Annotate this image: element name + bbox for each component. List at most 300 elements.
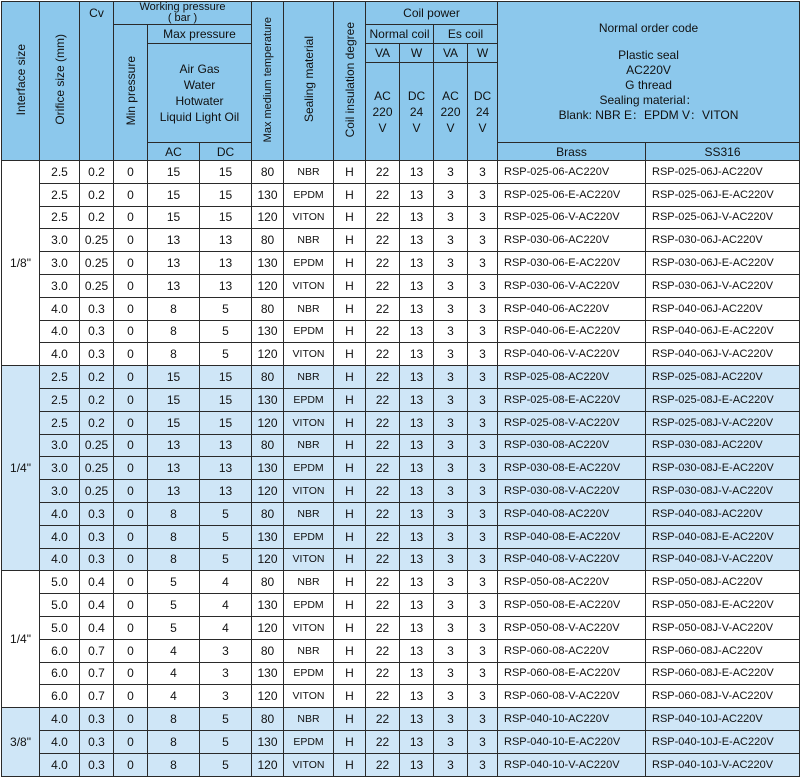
- cell-normal-va: 22: [366, 525, 400, 548]
- cell-orifice-size: 5.0: [40, 616, 80, 639]
- cell-max-pressure-ac: 8: [148, 708, 200, 731]
- cell-sealing-material: VITON: [284, 411, 334, 434]
- cell-insulation: H: [334, 594, 366, 617]
- cell-max-pressure-dc: 3: [200, 639, 252, 662]
- cell-insulation: H: [334, 411, 366, 434]
- cell-max-temp: 120: [252, 343, 284, 366]
- cell-sealing-material: EPDM: [284, 252, 334, 275]
- cell-sealing-material: EPDM: [284, 525, 334, 548]
- cell-ss316-code: RSP-040-10J-AC220V: [646, 708, 800, 731]
- table-row: [2, 685, 800, 708]
- header-brass: Brass: [498, 143, 646, 161]
- cell-insulation: H: [334, 274, 366, 297]
- cell-es-va: 3: [434, 183, 468, 206]
- cell-ss316-code: RSP-040-06J-V-AC220V: [646, 343, 800, 366]
- cell-max-temp: 80: [252, 434, 284, 457]
- cell-min-pressure: 0: [114, 161, 148, 184]
- table-row: [2, 548, 800, 571]
- cell-ss316-code: RSP-025-08J-E-AC220V: [646, 388, 800, 411]
- header-va-normal: VA: [366, 44, 400, 63]
- spec-table: [1, 1, 800, 777]
- cell-es-va: 3: [434, 229, 468, 252]
- cell-ss316-code: RSP-025-06J-V-AC220V: [646, 206, 800, 229]
- cell-es-va: 3: [434, 639, 468, 662]
- cell-max-pressure-dc: 5: [200, 525, 252, 548]
- cell-brass-code: RSP-030-08-E-AC220V: [498, 457, 646, 480]
- cell-normal-va: 22: [366, 548, 400, 571]
- cell-ss316-code: RSP-030-06J-V-AC220V: [646, 274, 800, 297]
- cell-orifice-size: 4.0: [40, 525, 80, 548]
- cell-orifice-size: 2.5: [40, 161, 80, 184]
- cell-cv: 0.3: [80, 548, 114, 571]
- cell-normal-w: 13: [400, 457, 434, 480]
- cell-insulation: H: [334, 457, 366, 480]
- cell-max-pressure-dc: 15: [200, 388, 252, 411]
- table-row: [2, 366, 800, 389]
- header-sealing-material: Sealing material: [284, 2, 334, 161]
- cell-normal-w: 13: [400, 297, 434, 320]
- cell-min-pressure: 0: [114, 662, 148, 685]
- header-interface-size: Interface size: [2, 2, 40, 161]
- cell-min-pressure: 0: [114, 594, 148, 617]
- cell-max-pressure-dc: 5: [200, 297, 252, 320]
- cell-cv: 0.7: [80, 639, 114, 662]
- cell-es-w: 3: [468, 434, 498, 457]
- cell-cv: 0.3: [80, 502, 114, 525]
- cell-orifice-size: 3.0: [40, 229, 80, 252]
- cell-max-pressure-dc: 15: [200, 366, 252, 389]
- header-coil-insulation: Coil insulation degree: [334, 2, 366, 161]
- cell-cv: 0.7: [80, 685, 114, 708]
- cell-insulation: H: [334, 388, 366, 411]
- cell-ss316-code: RSP-040-08J-AC220V: [646, 502, 800, 525]
- cell-es-va: 3: [434, 662, 468, 685]
- cell-normal-va: 22: [366, 252, 400, 275]
- header-min-pressure: Min pressure: [114, 25, 148, 161]
- table-row: [2, 730, 800, 753]
- cell-max-pressure-dc: 15: [200, 411, 252, 434]
- cell-ss316-code: RSP-040-10J-V-AC220V: [646, 753, 800, 776]
- cell-max-pressure-ac: 15: [148, 388, 200, 411]
- header-orifice-size: Orifice size (mm): [40, 2, 80, 161]
- header-coil-power: Coil power: [366, 2, 498, 25]
- cell-max-pressure-dc: 5: [200, 343, 252, 366]
- cell-normal-va: 22: [366, 343, 400, 366]
- cell-max-pressure-ac: 13: [148, 457, 200, 480]
- cell-normal-w: 13: [400, 388, 434, 411]
- cell-ss316-code: RSP-040-08J-E-AC220V: [646, 525, 800, 548]
- cell-orifice-size: 4.0: [40, 320, 80, 343]
- cell-cv: 0.3: [80, 753, 114, 776]
- cell-cv: 0.3: [80, 708, 114, 731]
- cell-max-pressure-dc: 13: [200, 434, 252, 457]
- cell-normal-va: 22: [366, 730, 400, 753]
- cell-ss316-code: RSP-025-08J-AC220V: [646, 366, 800, 389]
- cell-insulation: H: [334, 502, 366, 525]
- cell-brass-code: RSP-040-08-AC220V: [498, 502, 646, 525]
- cell-normal-w: 13: [400, 343, 434, 366]
- cell-insulation: H: [334, 730, 366, 753]
- table-row: [2, 639, 800, 662]
- cell-es-va: 3: [434, 730, 468, 753]
- cell-normal-va: 22: [366, 183, 400, 206]
- cell-max-temp: 80: [252, 708, 284, 731]
- cell-cv: 0.25: [80, 252, 114, 275]
- cell-cv: 0.25: [80, 457, 114, 480]
- cell-max-pressure-dc: 13: [200, 229, 252, 252]
- table-row: [2, 206, 800, 229]
- cell-ss316-code: RSP-040-10J-E-AC220V: [646, 730, 800, 753]
- cell-es-va: 3: [434, 753, 468, 776]
- table-row: [2, 343, 800, 366]
- cell-min-pressure: 0: [114, 320, 148, 343]
- cell-ss316-code: RSP-030-08J-E-AC220V: [646, 457, 800, 480]
- cell-es-w: 3: [468, 480, 498, 503]
- cell-es-va: 3: [434, 274, 468, 297]
- cell-sealing-material: NBR: [284, 708, 334, 731]
- cell-max-pressure-ac: 8: [148, 320, 200, 343]
- cell-insulation: H: [334, 525, 366, 548]
- cell-orifice-size: 4.0: [40, 343, 80, 366]
- cell-normal-w: 13: [400, 161, 434, 184]
- cell-insulation: H: [334, 753, 366, 776]
- cell-normal-w: 13: [400, 571, 434, 594]
- table-row: [2, 320, 800, 343]
- cell-es-va: 3: [434, 320, 468, 343]
- cell-brass-code: RSP-025-06-V-AC220V: [498, 206, 646, 229]
- header-dc24-normal: DC 24 V: [400, 63, 434, 161]
- cell-es-va: 3: [434, 525, 468, 548]
- cell-max-temp: 80: [252, 571, 284, 594]
- cell-orifice-size: 4.0: [40, 502, 80, 525]
- table-row: [2, 274, 800, 297]
- cell-ss316-code: RSP-030-08J-AC220V: [646, 434, 800, 457]
- cell-cv: 0.3: [80, 730, 114, 753]
- cell-max-pressure-dc: 5: [200, 502, 252, 525]
- cell-interface-size: 1/4": [2, 571, 40, 708]
- cell-es-w: 3: [468, 662, 498, 685]
- cell-orifice-size: 2.5: [40, 206, 80, 229]
- cell-orifice-size: 6.0: [40, 639, 80, 662]
- cell-es-va: 3: [434, 206, 468, 229]
- header-max-medium-temp: Max medium temperature: [252, 2, 284, 161]
- cell-cv: 0.3: [80, 297, 114, 320]
- cell-es-va: 3: [434, 297, 468, 320]
- cell-normal-va: 22: [366, 297, 400, 320]
- cell-sealing-material: EPDM: [284, 457, 334, 480]
- cell-sealing-material: VITON: [284, 548, 334, 571]
- cell-cv: 0.3: [80, 320, 114, 343]
- cell-sealing-material: EPDM: [284, 183, 334, 206]
- cell-max-pressure-ac: 15: [148, 366, 200, 389]
- cell-es-w: 3: [468, 708, 498, 731]
- header-es-coil: Es coil: [434, 25, 498, 44]
- cell-brass-code: RSP-040-10-V-AC220V: [498, 753, 646, 776]
- cell-max-pressure-ac: 15: [148, 411, 200, 434]
- cell-cv: 0.25: [80, 229, 114, 252]
- cell-normal-w: 13: [400, 229, 434, 252]
- table-row: [2, 457, 800, 480]
- cell-ss316-code: RSP-060-08J-AC220V: [646, 639, 800, 662]
- cell-cv: 0.4: [80, 616, 114, 639]
- cell-es-va: 3: [434, 616, 468, 639]
- cell-brass-code: RSP-030-06-AC220V: [498, 229, 646, 252]
- table-row: [2, 252, 800, 275]
- cell-es-va: 3: [434, 548, 468, 571]
- cell-brass-code: RSP-025-08-E-AC220V: [498, 388, 646, 411]
- cell-insulation: H: [334, 297, 366, 320]
- cell-es-va: 3: [434, 252, 468, 275]
- cell-orifice-size: 2.5: [40, 411, 80, 434]
- cell-orifice-size: 3.0: [40, 274, 80, 297]
- cell-es-w: 3: [468, 525, 498, 548]
- cell-normal-va: 22: [366, 571, 400, 594]
- cell-max-pressure-ac: 13: [148, 229, 200, 252]
- cell-max-temp: 80: [252, 366, 284, 389]
- cell-es-w: 3: [468, 183, 498, 206]
- cell-orifice-size: 3.0: [40, 457, 80, 480]
- cell-brass-code: RSP-040-10-E-AC220V: [498, 730, 646, 753]
- header-order-code: Normal order code Plastic seal AC220V G thread Sealing material： Blank: NBR E：EPDM V：VITON: [498, 2, 800, 143]
- cell-max-pressure-ac: 13: [148, 434, 200, 457]
- cell-insulation: H: [334, 571, 366, 594]
- cell-sealing-material: VITON: [284, 480, 334, 503]
- table-row: [2, 525, 800, 548]
- cell-es-va: 3: [434, 434, 468, 457]
- cell-insulation: H: [334, 252, 366, 275]
- cell-normal-w: 13: [400, 480, 434, 503]
- cell-cv: 0.25: [80, 274, 114, 297]
- table-row: [2, 161, 800, 184]
- cell-max-pressure-ac: 8: [148, 343, 200, 366]
- cell-max-pressure-dc: 13: [200, 252, 252, 275]
- table-row: [2, 753, 800, 776]
- cell-max-temp: 130: [252, 594, 284, 617]
- table-row: [2, 594, 800, 617]
- cell-orifice-size: 2.5: [40, 366, 80, 389]
- cell-max-pressure-dc: 13: [200, 274, 252, 297]
- cell-min-pressure: 0: [114, 457, 148, 480]
- cell-max-pressure-ac: 13: [148, 252, 200, 275]
- table-body: [2, 161, 800, 777]
- cell-es-w: 3: [468, 388, 498, 411]
- table-row: [2, 388, 800, 411]
- cell-max-pressure-ac: 15: [148, 206, 200, 229]
- table-row: [2, 183, 800, 206]
- cell-max-pressure-dc: 15: [200, 206, 252, 229]
- cell-orifice-size: 4.0: [40, 297, 80, 320]
- cell-es-va: 3: [434, 502, 468, 525]
- cell-ss316-code: RSP-050-08J-E-AC220V: [646, 594, 800, 617]
- cell-brass-code: RSP-025-08-V-AC220V: [498, 411, 646, 434]
- cell-max-pressure-dc: 5: [200, 730, 252, 753]
- header-ac220-normal: AC 220 V: [366, 63, 400, 161]
- cell-brass-code: RSP-030-06-V-AC220V: [498, 274, 646, 297]
- cell-min-pressure: 0: [114, 639, 148, 662]
- cell-max-temp: 130: [252, 320, 284, 343]
- cell-min-pressure: 0: [114, 548, 148, 571]
- cell-es-va: 3: [434, 343, 468, 366]
- cell-es-w: 3: [468, 616, 498, 639]
- cell-es-w: 3: [468, 206, 498, 229]
- cell-normal-w: 13: [400, 206, 434, 229]
- cell-normal-w: 13: [400, 548, 434, 571]
- cell-max-pressure-ac: 5: [148, 571, 200, 594]
- cell-max-pressure-dc: 4: [200, 571, 252, 594]
- cell-max-temp: 120: [252, 753, 284, 776]
- cell-sealing-material: VITON: [284, 206, 334, 229]
- cell-normal-va: 22: [366, 457, 400, 480]
- cell-insulation: H: [334, 548, 366, 571]
- cell-brass-code: RSP-040-10-AC220V: [498, 708, 646, 731]
- cell-es-w: 3: [468, 502, 498, 525]
- cell-insulation: H: [334, 183, 366, 206]
- header-ac: AC: [148, 143, 200, 161]
- cell-orifice-size: 4.0: [40, 753, 80, 776]
- cell-brass-code: RSP-050-08-E-AC220V: [498, 594, 646, 617]
- cell-es-w: 3: [468, 571, 498, 594]
- cell-max-pressure-ac: 5: [148, 594, 200, 617]
- cell-insulation: H: [334, 685, 366, 708]
- cell-max-pressure-dc: 3: [200, 685, 252, 708]
- order-note-2: AC220V: [626, 63, 671, 77]
- cell-max-temp: 80: [252, 502, 284, 525]
- header-media: Air Gas Water Hotwater Liquid Light Oil: [148, 44, 252, 143]
- header-va-es: VA: [434, 44, 468, 63]
- cell-es-va: 3: [434, 388, 468, 411]
- cell-normal-w: 13: [400, 616, 434, 639]
- cell-normal-va: 22: [366, 206, 400, 229]
- cell-interface-size: 3/8": [2, 708, 40, 776]
- cell-orifice-size: 5.0: [40, 594, 80, 617]
- cell-normal-w: 13: [400, 252, 434, 275]
- cell-cv: 0.2: [80, 161, 114, 184]
- cell-normal-va: 22: [366, 229, 400, 252]
- cell-interface-size: 1/4": [2, 366, 40, 571]
- cell-es-va: 3: [434, 685, 468, 708]
- cell-sealing-material: NBR: [284, 571, 334, 594]
- cell-insulation: H: [334, 708, 366, 731]
- table-row: [2, 411, 800, 434]
- cell-normal-w: 13: [400, 274, 434, 297]
- cell-max-temp: 80: [252, 229, 284, 252]
- cell-es-w: 3: [468, 457, 498, 480]
- cell-min-pressure: 0: [114, 685, 148, 708]
- cell-normal-va: 22: [366, 616, 400, 639]
- cell-es-w: 3: [468, 320, 498, 343]
- table-row: [2, 480, 800, 503]
- cell-orifice-size: 3.0: [40, 252, 80, 275]
- cell-max-pressure-dc: 15: [200, 183, 252, 206]
- cell-orifice-size: 5.0: [40, 571, 80, 594]
- cell-sealing-material: NBR: [284, 229, 334, 252]
- cell-min-pressure: 0: [114, 206, 148, 229]
- cell-max-pressure-dc: 5: [200, 320, 252, 343]
- cell-brass-code: RSP-040-06-E-AC220V: [498, 320, 646, 343]
- cell-max-temp: 80: [252, 639, 284, 662]
- cell-ss316-code: RSP-040-08J-V-AC220V: [646, 548, 800, 571]
- cell-es-w: 3: [468, 274, 498, 297]
- cell-max-pressure-ac: 8: [148, 525, 200, 548]
- cell-es-va: 3: [434, 571, 468, 594]
- header-dc24-es: DC 24 V: [468, 63, 498, 161]
- cell-ss316-code: RSP-050-08J-V-AC220V: [646, 616, 800, 639]
- cell-max-pressure-ac: 4: [148, 639, 200, 662]
- cell-orifice-size: 3.0: [40, 434, 80, 457]
- cell-es-w: 3: [468, 639, 498, 662]
- cell-max-pressure-ac: 4: [148, 685, 200, 708]
- cell-cv: 0.4: [80, 594, 114, 617]
- cell-es-va: 3: [434, 708, 468, 731]
- cell-insulation: H: [334, 639, 366, 662]
- cell-normal-va: 22: [366, 480, 400, 503]
- cell-min-pressure: 0: [114, 434, 148, 457]
- cell-normal-w: 13: [400, 502, 434, 525]
- cell-ss316-code: RSP-025-06J-E-AC220V: [646, 183, 800, 206]
- cell-sealing-material: EPDM: [284, 662, 334, 685]
- table-header: [2, 2, 800, 161]
- cell-interface-size: 1/8": [2, 161, 40, 366]
- cell-cv: 0.2: [80, 411, 114, 434]
- cell-brass-code: RSP-025-06-E-AC220V: [498, 183, 646, 206]
- cell-es-w: 3: [468, 161, 498, 184]
- cell-max-pressure-dc: 4: [200, 594, 252, 617]
- cell-es-w: 3: [468, 229, 498, 252]
- cell-min-pressure: 0: [114, 730, 148, 753]
- cell-normal-w: 13: [400, 708, 434, 731]
- cell-insulation: H: [334, 320, 366, 343]
- cell-cv: 0.3: [80, 343, 114, 366]
- cell-orifice-size: 3.0: [40, 480, 80, 503]
- cell-max-temp: 130: [252, 252, 284, 275]
- cell-normal-va: 22: [366, 708, 400, 731]
- cell-min-pressure: 0: [114, 525, 148, 548]
- cell-max-pressure-ac: 8: [148, 297, 200, 320]
- cell-min-pressure: 0: [114, 297, 148, 320]
- cell-brass-code: RSP-030-08-V-AC220V: [498, 480, 646, 503]
- cell-min-pressure: 0: [114, 229, 148, 252]
- cell-es-va: 3: [434, 411, 468, 434]
- cell-cv: 0.3: [80, 525, 114, 548]
- cell-sealing-material: NBR: [284, 639, 334, 662]
- cell-max-temp: 120: [252, 616, 284, 639]
- cell-normal-va: 22: [366, 662, 400, 685]
- cell-max-temp: 130: [252, 730, 284, 753]
- cell-max-pressure-ac: 13: [148, 480, 200, 503]
- cell-sealing-material: NBR: [284, 161, 334, 184]
- cell-es-w: 3: [468, 685, 498, 708]
- cell-brass-code: RSP-060-08-AC220V: [498, 639, 646, 662]
- cell-orifice-size: 4.0: [40, 730, 80, 753]
- table-row: [2, 616, 800, 639]
- cell-normal-w: 13: [400, 366, 434, 389]
- header-w-es: W: [468, 44, 498, 63]
- header-cv: Cv: [80, 2, 114, 161]
- cell-es-va: 3: [434, 161, 468, 184]
- order-note-4: Sealing material：: [599, 93, 698, 107]
- cell-max-pressure-ac: 15: [148, 183, 200, 206]
- cell-max-pressure-dc: 5: [200, 708, 252, 731]
- cell-brass-code: RSP-040-08-E-AC220V: [498, 525, 646, 548]
- table-row: [2, 434, 800, 457]
- cell-max-temp: 130: [252, 457, 284, 480]
- cell-max-pressure-dc: 15: [200, 161, 252, 184]
- cell-min-pressure: 0: [114, 616, 148, 639]
- table-row: [2, 297, 800, 320]
- cell-ss316-code: RSP-060-08J-E-AC220V: [646, 662, 800, 685]
- cell-normal-w: 13: [400, 730, 434, 753]
- cell-normal-va: 22: [366, 161, 400, 184]
